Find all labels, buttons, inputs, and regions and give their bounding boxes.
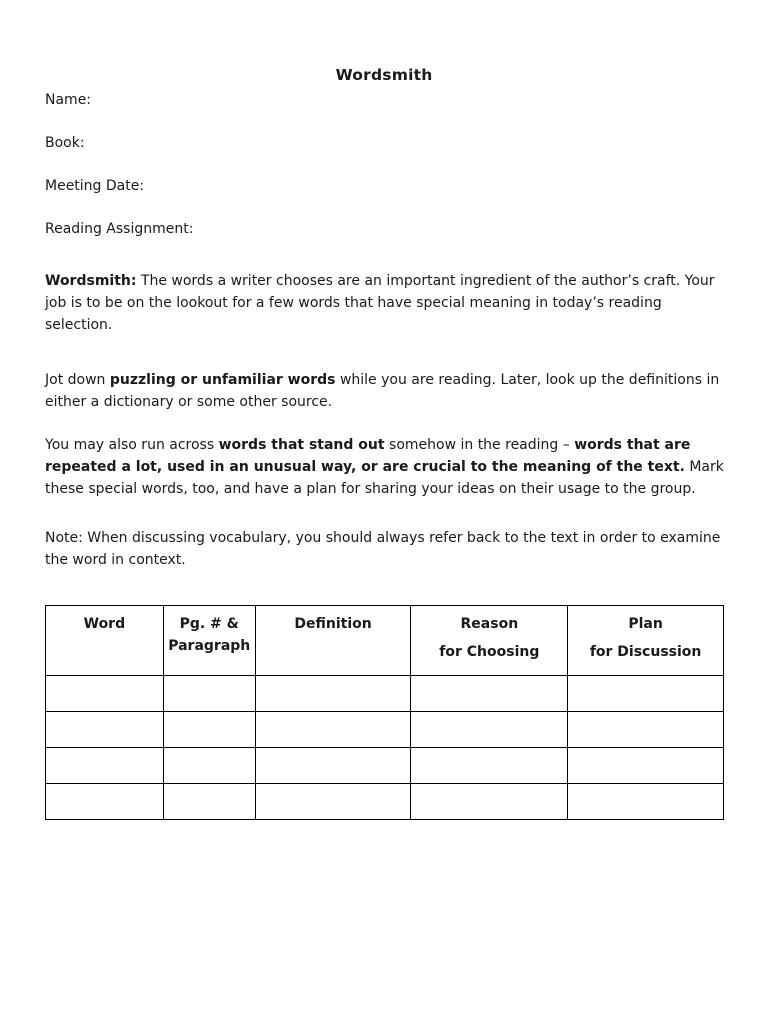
header-word: Word	[46, 606, 164, 676]
reason-cell[interactable]	[411, 748, 568, 784]
definition-cell[interactable]	[255, 748, 411, 784]
definition-cell[interactable]	[255, 676, 411, 712]
table-row	[46, 748, 724, 784]
jot-post: while you are reading. Later, look up the definitions in either a dictionary or some other source.	[45, 372, 720, 410]
page-cell[interactable]	[163, 784, 255, 820]
reason-cell[interactable]	[411, 784, 568, 820]
reading-assignment-field-label: Reading Assignment:	[45, 221, 194, 237]
jot-bold: puzzling or unfamiliar words	[109, 372, 336, 388]
header-page-paragraph: Pg. # & Paragraph	[163, 606, 255, 676]
vocabulary-table	[45, 605, 724, 820]
word-cell[interactable]	[46, 748, 164, 784]
meeting-date-field-label: Meeting Date:	[45, 178, 145, 194]
table-row	[46, 784, 724, 820]
word-cell[interactable]	[46, 784, 164, 820]
name-field-label: Name:	[45, 92, 92, 108]
definition-cell[interactable]	[255, 784, 411, 820]
table-row	[46, 676, 724, 712]
reason-cell[interactable]	[411, 676, 568, 712]
page-cell[interactable]	[163, 712, 255, 748]
table-row	[46, 712, 724, 748]
word-cell[interactable]	[46, 712, 164, 748]
definition-cell[interactable]	[255, 712, 411, 748]
header-plan: Plan for Discussion	[568, 606, 724, 676]
intro-text: The words a writer chooses are an important ingredient of the author’s craft. Your job is to be on the lookout for a few words that have special meaning in today’s reading selection.	[45, 273, 715, 333]
page-title: Wordsmith	[335, 66, 433, 84]
intro-label: Wordsmith:	[45, 273, 137, 289]
header-reason: Reason for Choosing	[411, 606, 568, 676]
book-field-label: Book:	[45, 135, 85, 151]
plan-cell[interactable]	[568, 676, 724, 712]
standout-bold-2: words that are repeated a lot, used in an unusual way, or are crucial to the meaning of the text.	[45, 437, 691, 475]
jot-pre: Jot down	[45, 372, 110, 388]
page-cell[interactable]	[163, 748, 255, 784]
note-paragraph: Note: When discussing vocabulary, you should always refer back to the text in order to examine the word in context.	[45, 530, 721, 568]
standout-pre: You may also run across	[45, 437, 219, 453]
standout-bold-1: words that stand out	[218, 437, 385, 453]
table-header-row	[46, 606, 724, 676]
plan-cell[interactable]	[568, 712, 724, 748]
plan-cell[interactable]	[568, 784, 724, 820]
header-definition: Definition	[255, 606, 411, 676]
standout-post: Mark these special words, too, and have a plan for sharing your ideas on their usage to the group.	[45, 459, 724, 497]
intro-paragraph	[45, 270, 730, 336]
standout-mid: somehow in the reading –	[384, 437, 575, 453]
word-cell[interactable]	[46, 676, 164, 712]
plan-cell[interactable]	[568, 748, 724, 784]
reason-cell[interactable]	[411, 712, 568, 748]
page-cell[interactable]	[163, 676, 255, 712]
jot-paragraph	[45, 369, 730, 413]
standout-paragraph	[45, 434, 730, 500]
